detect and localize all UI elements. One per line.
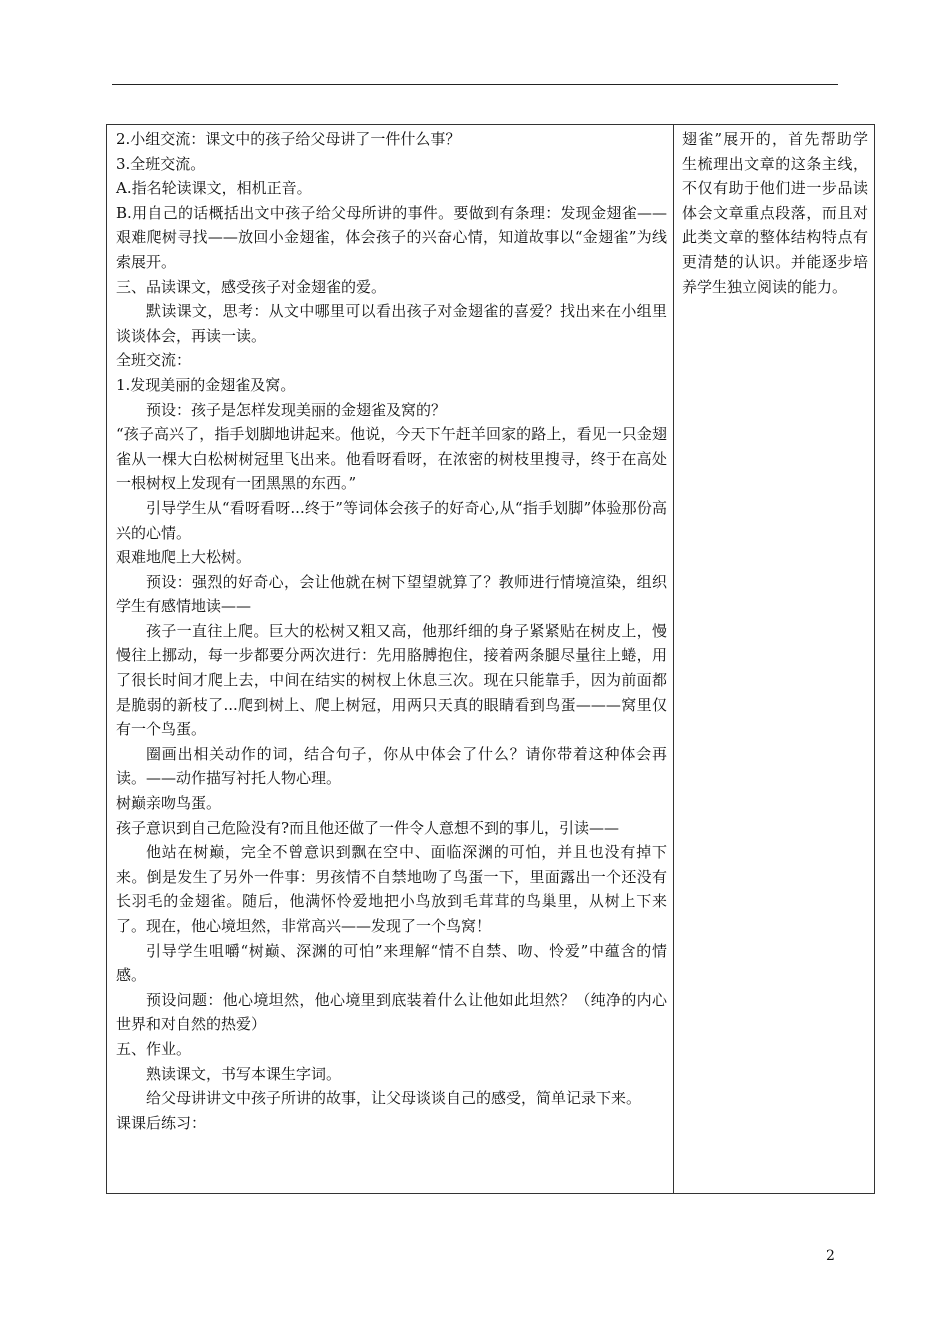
design-intent-cell: 翅雀”展开的，首先帮助学生梳理出文章的这条主线，不仅有助于他们进一步品读体会文章重点段落，而且对此类文章的整体结构特点有更清楚的认识。并能逐步培养学生独立阅读的能力。	[682, 130, 868, 296]
lesson-paragraph: 给父母讲讲文中孩子所讲的故事，让父母谈谈自己的感受，简单记录下来。	[146, 1089, 642, 1108]
lesson-paragraph: 预设：孩子是怎样发现美丽的金翅雀及窝的？	[146, 400, 447, 419]
lesson-paragraph: B.用自己的话概括出文中孩子给父母所讲的事件。要做到有条理：发现金翅雀——艰难爬树寻找——放回小金翅雀，体会孩子的兴奋心情，知道故事以“金翅雀”为线索展开。	[116, 203, 667, 271]
lesson-paragraph: 2.小组交流：课文中的孩子给父母讲了一件什么事？	[116, 130, 461, 148]
lesson-paragraph: “孩子高兴了，指手划脚地讲起来。他说，今天下午赶羊回家的路上，看见一只金翅雀从一棵大白松树树冠里飞出来。他看呀看呀，在浓密的树枝里搜寻，终于在高处一根树杈上发现有一团黑黑的东西。”	[116, 425, 667, 493]
lesson-paragraph: 圈画出相关动作的词，结合句子，你从中体会了什么？请你带着这种体会再读。——动作描写衬托人物心理。	[116, 744, 667, 788]
lesson-paragraph: 全班交流：	[116, 351, 192, 370]
lesson-paragraph: 孩子一直往上爬。巨大的松树又粗又高，他那纤细的身子紧紧贴在树皮上，慢慢往上挪动，每一步都要分两次进行：先用胳膊抱住，接着两条腿尽量往上蜷，用了很长时间才爬上去，中间在结实的树杈上休息三次。现在只能靠手，因为前面都是脆弱的新枝了...爬到树上、爬上树冠，用两只天真的眼睛看到鸟蛋———窝里仅有一个鸟蛋。	[116, 621, 667, 739]
lesson-paragraph: 艰难地爬上大松树。	[116, 548, 252, 567]
page-number: 2	[826, 1248, 835, 1264]
lesson-paragraph: 1.发现美丽的金翅雀及窝。	[116, 375, 296, 394]
lesson-paragraph: A.指名轮读课文，相机正音。	[116, 179, 312, 198]
lesson-paragraph: 树巅亲吻鸟蛋。	[116, 794, 222, 813]
lesson-paragraph: 默读课文，思考：从文中哪里可以看出孩子对金翅雀的喜爱？找出来在小组里谈谈体会，再读一读。	[116, 302, 667, 345]
lesson-paragraph: 预设问题：他心境坦然，他心境里到底装着什么让他如此坦然？（纯净的内心世界和对自然的热爱）	[116, 990, 667, 1034]
header-rule	[112, 84, 838, 85]
lesson-paragraph: 引导学生咀嚼“树巅、深渊的可怕”来理解“情不自禁、吻、怜爱”中蕴含的情感。	[116, 941, 667, 985]
lesson-plan-table	[106, 124, 875, 1194]
lesson-paragraph: 3.全班交流。	[116, 154, 206, 173]
lesson-content-cell	[116, 127, 667, 1135]
lesson-paragraph: 五、作业。	[116, 1039, 192, 1058]
lesson-paragraph: 孩子意识到自己危险没有?而且他还做了一件令人意想不到的事儿，引读——	[116, 818, 620, 837]
lesson-paragraph: 预设：强烈的好奇心，会让他就在树下望望就算了？教师进行情境渲染，组织学生有感情地读——	[116, 572, 667, 616]
lesson-paragraph: 他站在树巅，完全不曾意识到飘在空中、面临深渊的可怕，并且也没有掉下来。倒是发生了另外一件事：男孩情不自禁地吻了鸟蛋一下，里面露出一个还没有长羽毛的金翅雀。随后，他满怀怜爱地把小鸟放到毛茸茸的鸟巢里，从树上下来了。现在，他心境坦然，非常高兴——发现了一个鸟窝！	[116, 843, 667, 935]
lesson-paragraph: 引导学生从“看呀看呀...终于”等词体会孩子的好奇心,从“指手划脚”体验那份高兴的心情。	[116, 498, 667, 542]
lesson-paragraph: 熟读课文，书写本课生字词。	[146, 1064, 342, 1083]
lesson-paragraph: 课课后练习：	[116, 1113, 207, 1132]
lesson-paragraph: 三、品读课文，感受孩子对金翅雀的爱。	[116, 277, 387, 296]
column-divider	[673, 125, 674, 1193]
